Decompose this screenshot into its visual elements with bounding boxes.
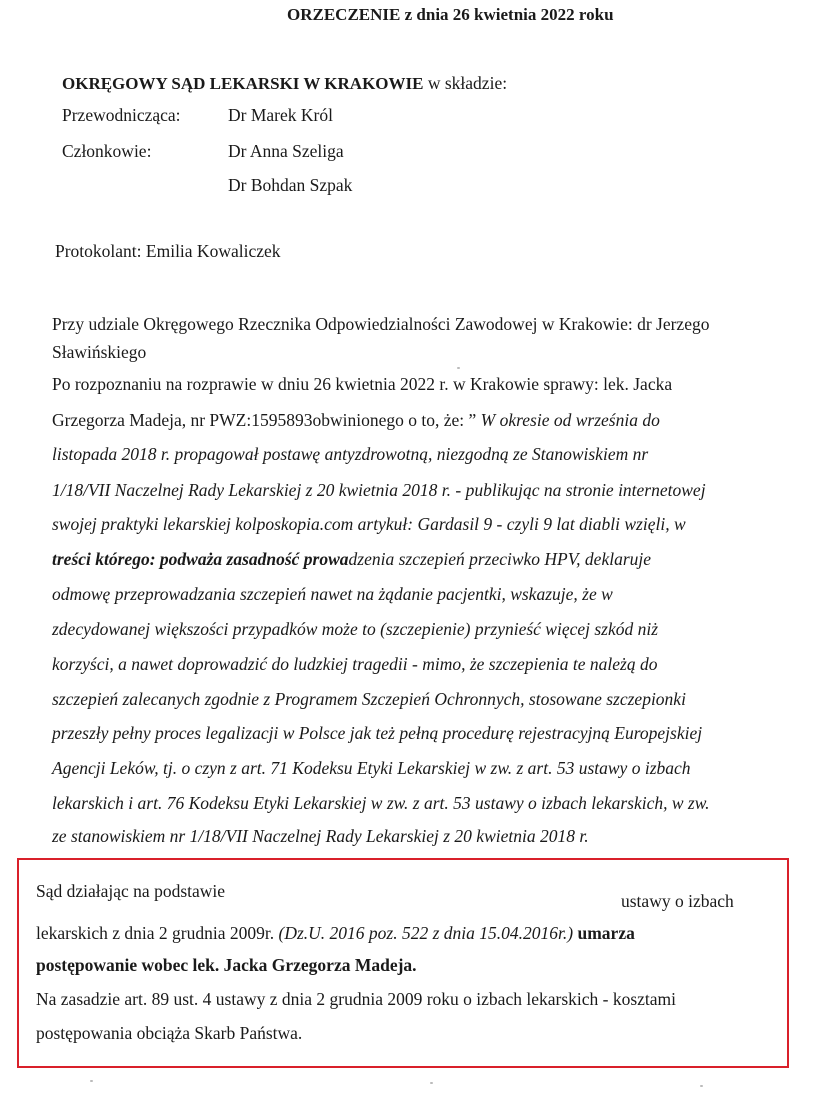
decision-line: Na zasadzie art. 89 ust. 4 ustawy z dnia 2 grudnia 2009 roku o izbach lekarskich - kosztami (36, 989, 677, 1009)
scan-speck (700, 1085, 703, 1087)
decision-text: lekarskich z dnia 2 grudnia 2009r. (36, 923, 279, 943)
charge-text: W okresie od września do (480, 410, 660, 430)
decision-line: Sąd działając na podstawie (36, 881, 226, 901)
charge-line: listopada 2018 r. propagował postawę antyzdrowotną, niezgodną ze Stanowiskiem nr (52, 444, 649, 464)
participation-line: Sławińskiego (52, 342, 147, 362)
charge-line: swojej praktyki lekarskiej kolposkopia.com artykuł: Gardasil 9 - czyli 9 lat diabli wzięli, w (52, 514, 686, 534)
member-name: Dr Bohdan Szpak (228, 175, 353, 195)
court-heading (62, 72, 507, 95)
charge-bold-text: treści którego: podważa zasadność prowa (52, 549, 349, 569)
legal-citation: (Dz.U. 2016 poz. 522 z dnia 15.04.2016r.) (278, 923, 574, 943)
title-main: ORZECZENIE (287, 5, 401, 24)
proceedings-line: Po rozpoznaniu na rozprawie w dniu 26 kwietnia 2022 r. w Krakowie sprawy: lek. Jacka (52, 374, 673, 394)
member-name: Dr Anna Szeliga (228, 141, 344, 161)
charge-line: lekarskich i art. 76 Kodeksu Etyki Lekarskiej w zw. z art. 53 ustawy o izbach lekarskich, w zw. (52, 793, 710, 813)
charge-line: przeszły pełny proces legalizacji w Polsce jak też pełną procedurę rejestracyjną Europejskiej (52, 723, 703, 743)
participation-line: Przy udziale Okręgowego Rzecznika Odpowiedzialności Zawodowej w Krakowie: dr Jerzego (52, 314, 710, 334)
decision-line: ustawy o izbach (621, 891, 734, 911)
court-suffix: w składzie: (423, 73, 508, 93)
court-name: OKRĘGOWY SĄD LEKARSKI W KRAKOWIE (62, 74, 424, 93)
proceedings-line (52, 409, 660, 431)
decision-line (36, 922, 635, 944)
charge-line: zdecydowanej większości przypadków może to (szczepienie) przynieść więcej szkód niż (52, 619, 659, 639)
document-title (287, 4, 614, 26)
scan-speck (90, 1080, 93, 1082)
charge-line: odmowę przeprowadzania szczepień nawet na żądanie pacjentki, wskazuje, że w (52, 584, 613, 604)
decision-line: postępowania obciąża Skarb Państwa. (36, 1023, 303, 1043)
charge-line: 1/18/VII Naczelnej Rady Lekarskiej z 20 kwietnia 2018 r. - publikując na stronie internetowej (52, 480, 706, 500)
decision-verdict: umarza (573, 923, 635, 943)
proceedings-text: Grzegorza Madeja, nr PWZ:1595893obwinionego o to, że: ” (52, 410, 481, 430)
charge-line: korzyści, a nawet doprowadzić do ludzkiej tragedii - mimo, że szczepienia te należą do (52, 654, 658, 674)
charge-text: dzenia szczepień przeciwko HPV, deklaruje (348, 549, 652, 569)
scan-speck (430, 1082, 433, 1084)
charge-line: szczepień zalecanych zgodnie z Programem Szczepień Ochronnych, stosowane szczepionki (52, 689, 686, 709)
decision-verdict-line: postępowanie wobec lek. Jacka Grzegorza Madeja. (36, 955, 417, 975)
scan-speck (457, 367, 460, 369)
chair-name: Dr Marek Król (228, 105, 333, 125)
title-date: z dnia 26 kwietnia 2022 roku (400, 5, 614, 24)
members-label: Członkowie: (62, 141, 152, 161)
charge-line: ze stanowiskiem nr 1/18/VII Naczelnej Rady Lekarskiej z 20 kwietnia 2018 r. (52, 826, 589, 846)
chair-label: Przewodnicząca: (62, 105, 181, 125)
charge-line: Agencji Leków, tj. o czyn z art. 71 Kodeksu Etyki Lekarskiej w zw. z art. 53 ustawy o izbach (52, 758, 691, 778)
clerk-line: Protokolant: Emilia Kowaliczek (55, 241, 281, 261)
charge-line (52, 548, 651, 570)
